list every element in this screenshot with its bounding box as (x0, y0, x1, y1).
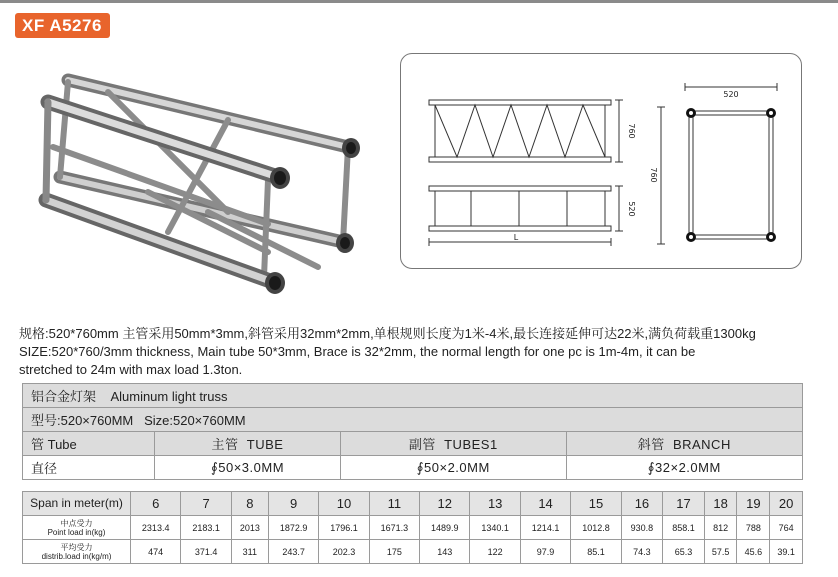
distrib-load-cell: 74.3 (621, 540, 663, 564)
span-cell: 16 (621, 492, 663, 516)
distrib-load-cell: 57.5 (704, 540, 737, 564)
point-load-cell: 764 (770, 516, 803, 540)
span-cell: 18 (704, 492, 737, 516)
point-load-cell: 1671.3 (369, 516, 419, 540)
spec-line-en-1: SIZE:520*760/3mm thickness, Main tube 50*3mm, Brace is 32*2mm, the normal length for one pc is 1m-4m, it can be (19, 344, 696, 359)
span-cell: 13 (470, 492, 520, 516)
point-load-label (23, 516, 131, 540)
span-cell: 15 (571, 492, 621, 516)
diameter-label: 直径 (23, 456, 155, 480)
truss-info-table (22, 383, 803, 480)
span-cell: 17 (663, 492, 705, 516)
top-divider (0, 0, 838, 3)
dim-width-label: 520 (723, 90, 739, 99)
span-cell: 20 (770, 492, 803, 516)
distrib-load-cell: 85.1 (571, 540, 621, 564)
point-load-cell: 1340.1 (470, 516, 520, 540)
distrib-load-cell: 371.4 (181, 540, 231, 564)
distrib-load-cell: 175 (369, 540, 419, 564)
diameter-secondary: ∮50×2.0MM (341, 456, 567, 480)
distrib-load-cell: 243.7 (268, 540, 318, 564)
distrib-load-label-en: distrib.load in(kg/m) (41, 551, 112, 561)
point-load-cell: 1489.9 (420, 516, 470, 540)
distrib-load-cell: 122 (470, 540, 520, 564)
truss-photo (18, 52, 390, 310)
dim-height-label: 760 (649, 167, 658, 183)
point-load-label-cn: 中点受力 (60, 518, 93, 528)
point-load-cell: 812 (704, 516, 737, 540)
dim-side-520-label: 520 (627, 201, 636, 217)
spec-line-en-2: stretched to 24m with max load 1.3ton. (19, 362, 243, 377)
spec-line-cn: 规格:520*760mm 主管采用50mm*3mm,斜管采用32mm*2mm,单根规则长度为1米-4米,最长连接延伸可达22米,满负荷载重1300kg (19, 326, 756, 341)
span-cell: 14 (520, 492, 570, 516)
span-cell: 12 (420, 492, 470, 516)
diameter-branch: ∮32×2.0MM (566, 456, 802, 480)
span-cell: 9 (268, 492, 318, 516)
point-load-cell: 1796.1 (319, 516, 369, 540)
point-load-cell: 2183.1 (181, 516, 231, 540)
distrib-load-cell: 97.9 (520, 540, 570, 564)
tube-label: 管 Tube (23, 432, 155, 456)
span-cell: 10 (319, 492, 369, 516)
dim-side-760-label: 760 (627, 123, 636, 139)
span-cell: 8 (231, 492, 268, 516)
diameter-main: ∮50×3.0MM (155, 456, 341, 480)
point-load-cell: 788 (737, 516, 770, 540)
distrib-load-label (23, 540, 131, 564)
tube-col-branch: 斜管 BRANCH (566, 432, 802, 456)
point-load-cell: 1012.8 (571, 516, 621, 540)
point-load-label-en: Point load in(kg) (47, 527, 106, 537)
span-cell: 7 (181, 492, 231, 516)
span-cell: 19 (737, 492, 770, 516)
load-table (22, 491, 803, 564)
distrib-load-cell: 143 (420, 540, 470, 564)
distrib-load-cell: 45.6 (737, 540, 770, 564)
point-load-cell: 1214.1 (520, 516, 570, 540)
distrib-load-cell: 39.1 (770, 540, 803, 564)
spec-description (19, 325, 819, 379)
info-model-row: 型号:520×760MM Size:520×760MM (23, 408, 803, 432)
distrib-load-cell: 311 (231, 540, 268, 564)
distrib-load-cell: 202.3 (319, 540, 369, 564)
point-load-cell: 2013 (231, 516, 268, 540)
model-tag: XF A5276 (15, 13, 110, 38)
distrib-load-label-cn: 平均受力 (60, 542, 93, 552)
point-load-cell: 930.8 (621, 516, 663, 540)
tube-col-main: 主管 TUBE (155, 432, 341, 456)
span-label: Span in meter(m) (23, 492, 131, 516)
dim-length-label: L (513, 233, 519, 242)
info-title: 铝合金灯架 Aluminum light truss (23, 384, 803, 408)
distrib-load-cell: 474 (131, 540, 181, 564)
technical-drawing-panel (400, 53, 802, 269)
point-load-cell: 1872.9 (268, 516, 318, 540)
technical-drawing (401, 54, 803, 270)
span-cell: 6 (131, 492, 181, 516)
tube-col-secondary: 副管 TUBES1 (341, 432, 567, 456)
point-load-cell: 2313.4 (131, 516, 181, 540)
point-load-cell: 858.1 (663, 516, 705, 540)
span-cell: 11 (369, 492, 419, 516)
distrib-load-cell: 65.3 (663, 540, 705, 564)
